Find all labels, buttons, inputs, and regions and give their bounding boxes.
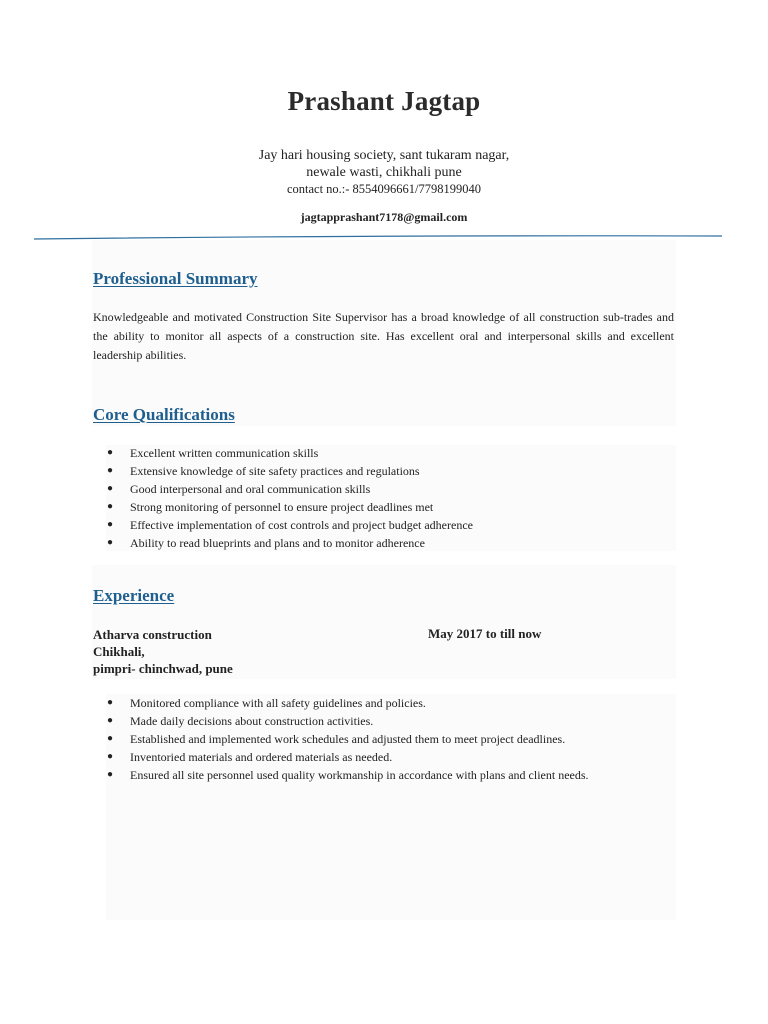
summary-text: Knowledgeable and motivated Construction Site Supervisor has a broad knowledge of all construction sub-trades and the ability to monitor all aspects of a construction site. Has excellent oral and interpersonal skills and excellent leadership abilities.: [93, 310, 674, 362]
list-item: ● Made daily decisions about construction activities.: [107, 714, 374, 728]
qualifications-list: [93, 444, 473, 552]
job-location-line-1: Chikhali,: [93, 644, 145, 659]
contact-number: contact no.:- 8554096661/7798199040: [286, 182, 482, 196]
job-location-line-2: pimpri- chinchwad, pune: [93, 661, 233, 676]
email-address: jagtapprashant7178@gmail.com: [300, 210, 468, 224]
list-item: ● Monitored compliance with all safety guidelines and policies.: [107, 696, 426, 710]
address-block: [0, 147, 768, 181]
summary-heading: Professional Summary: [93, 269, 258, 288]
address-line-1: Jay hari housing society, sant tukaram nagar,: [258, 148, 510, 163]
qualifications-heading: Core Qualifications: [93, 405, 235, 424]
list-item: ● Effective implementation of cost controls and project budget adherence: [107, 518, 473, 532]
list-item: ● Inventoried materials and ordered materials as needed.: [107, 750, 393, 764]
list-item: ● Good interpersonal and oral communication skills: [107, 482, 371, 496]
list-item: ● Strong monitoring of personnel to ensure project deadlines met: [107, 500, 434, 514]
experience-duties-list: [93, 694, 589, 784]
list-item: ● Ensured all site personnel used quality workmanship in accordance with plans and client needs.: [107, 768, 589, 782]
list-item: ● Ability to read blueprints and plans and to monitor adherence: [107, 536, 425, 550]
list-item: ● Established and implemented work schedules and adjusted them to meet project deadlines.: [107, 732, 566, 746]
candidate-name: Prashant Jagtap: [287, 86, 481, 116]
address-line-2: newale wasti, chikhali pune: [306, 165, 462, 180]
job-dates: May 2017 to till now: [428, 626, 542, 641]
job-details: [93, 626, 233, 677]
company-name: Atharva construction: [93, 627, 212, 642]
list-item: ● Excellent written communication skills: [107, 446, 319, 460]
experience-heading: Experience: [93, 586, 175, 605]
list-item: ● Extensive knowledge of site safety practices and regulations: [107, 464, 420, 478]
